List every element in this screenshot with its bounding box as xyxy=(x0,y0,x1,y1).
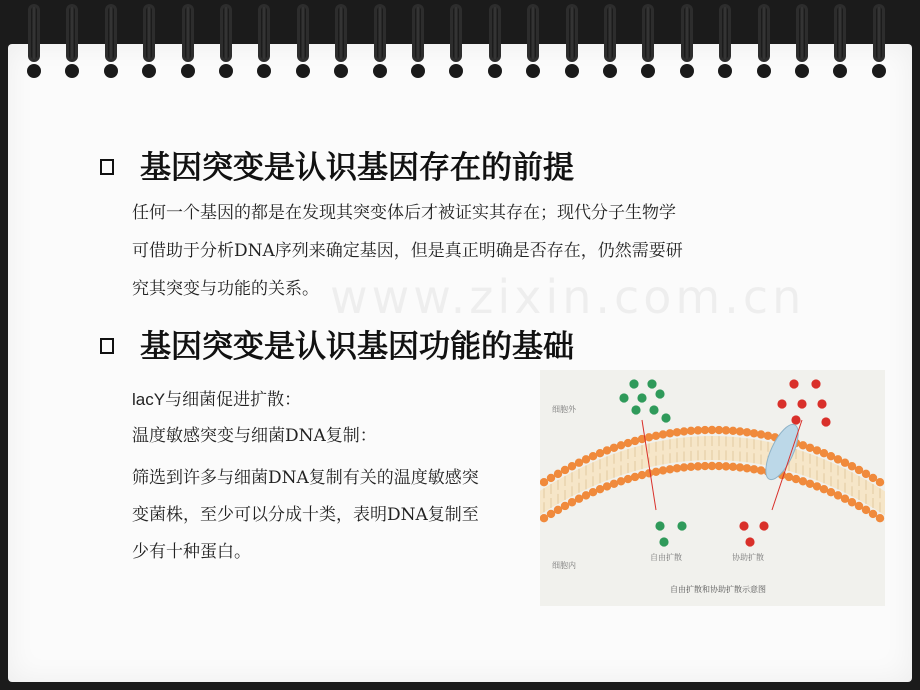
binding-ring xyxy=(296,4,310,78)
binding-ring xyxy=(833,4,847,78)
paragraph-1-line: 任何一个基因的都是在发现其突变体后才被证实其存在；现代分子生物学 xyxy=(132,203,676,223)
paragraph-2 xyxy=(132,460,479,571)
binding-ring xyxy=(565,4,579,78)
free-molecule xyxy=(677,521,686,530)
free-molecule xyxy=(629,379,638,388)
lipid-head xyxy=(876,514,884,522)
binding-ring xyxy=(757,4,771,78)
binding-ring xyxy=(142,4,156,78)
lipid-head xyxy=(659,430,667,438)
lipid-head xyxy=(540,514,548,522)
paragraph-1-line: 可借助于分析DNA序列来确定基因，但是真正明确是否存在，仍然需要研 xyxy=(132,241,683,261)
free-molecule xyxy=(659,537,668,546)
paragraph-1 xyxy=(132,194,683,308)
lipid-head xyxy=(547,510,555,518)
free-molecule xyxy=(655,389,664,398)
lipid-head xyxy=(547,474,555,482)
lipid-head xyxy=(638,471,646,479)
binding-ring xyxy=(488,4,502,78)
lipid-head xyxy=(645,433,653,441)
figure-caption: 自由扩散和协助扩散示意图 xyxy=(670,585,766,594)
lipid-head xyxy=(540,478,548,486)
watermark: www.zixin.com.cn xyxy=(330,270,806,324)
membrane-diagram xyxy=(540,370,885,606)
heading-1 xyxy=(100,142,574,187)
binding-ring xyxy=(65,4,79,78)
paragraph-2-line: 筛选到许多与细菌DNA复制有关的温度敏感突 xyxy=(132,468,479,488)
binding-ring xyxy=(872,4,886,78)
lipid-head xyxy=(862,506,870,514)
facilitated-molecule xyxy=(745,537,754,546)
binding-ring xyxy=(680,4,694,78)
lipid-head xyxy=(659,466,667,474)
heading-1-text: 基因突变是认识基因存在的前提 xyxy=(140,150,574,186)
free-molecule xyxy=(631,405,640,414)
facilitated-molecule xyxy=(817,399,826,408)
paragraph-2-line: 少有十种蛋白。 xyxy=(132,542,251,562)
lipid-head xyxy=(876,478,884,486)
binding-ring xyxy=(334,4,348,78)
binding-ring xyxy=(219,4,233,78)
binding-ring xyxy=(27,4,41,78)
binding-ring xyxy=(449,4,463,78)
bullet-square-icon xyxy=(100,338,114,354)
lipid-head xyxy=(764,432,772,440)
lipid-head xyxy=(757,430,765,438)
facilitated-molecule xyxy=(789,379,798,388)
paragraph-2-line: 变菌株，至少可以分成十类，表明DNA复制至 xyxy=(132,505,479,525)
lipid-head xyxy=(652,432,660,440)
free-molecule xyxy=(661,413,670,422)
heading-2 xyxy=(100,321,574,366)
lipid-head xyxy=(750,465,758,473)
bullet-square-icon xyxy=(100,159,114,175)
free-molecule xyxy=(649,405,658,414)
binding-ring xyxy=(181,4,195,78)
binding-ring xyxy=(373,4,387,78)
outside-label: 细胞外 xyxy=(552,405,576,414)
facilitated-molecule xyxy=(739,521,748,530)
item-lacy: lacY与细菌促进扩散： xyxy=(132,390,302,409)
binding-ring xyxy=(526,4,540,78)
free-diffusion-label: 自由扩散 xyxy=(650,553,682,562)
binding-ring xyxy=(104,4,118,78)
facilitated-molecule xyxy=(811,379,820,388)
facilitated-molecule xyxy=(759,521,768,530)
lipid-head xyxy=(652,468,660,476)
lipid-tails xyxy=(540,436,885,515)
lipid-head xyxy=(869,474,877,482)
binding-ring xyxy=(411,4,425,78)
binding-ring xyxy=(718,4,732,78)
binding-ring xyxy=(257,4,271,78)
free-molecule xyxy=(647,379,656,388)
free-molecule xyxy=(637,393,646,402)
item-temperature-sensitive: 温度敏感突变与细菌DNA复制： xyxy=(132,426,377,446)
facilitated-molecule xyxy=(777,399,786,408)
facilitated-diffusion-label: 协助扩散 xyxy=(732,553,764,562)
binding-ring xyxy=(603,4,617,78)
facilitated-molecule xyxy=(797,399,806,408)
lipid-head xyxy=(757,466,765,474)
free-molecule xyxy=(655,521,664,530)
binding-ring xyxy=(641,4,655,78)
lipid-head xyxy=(869,510,877,518)
membrane-diffusion-figure xyxy=(540,370,885,606)
lipid-head xyxy=(862,470,870,478)
binding-ring xyxy=(795,4,809,78)
free-molecule xyxy=(619,393,628,402)
facilitated-molecule xyxy=(791,415,800,424)
lipid-head xyxy=(645,469,653,477)
lipid-bilayer xyxy=(540,426,885,523)
lipid-head xyxy=(750,429,758,437)
inside-label: 细胞内 xyxy=(552,561,576,570)
facilitated-molecule xyxy=(821,417,830,426)
paragraph-1-line: 究其突变与功能的关系。 xyxy=(132,279,319,299)
heading-2-text: 基因突变是认识基因功能的基础 xyxy=(140,329,574,365)
